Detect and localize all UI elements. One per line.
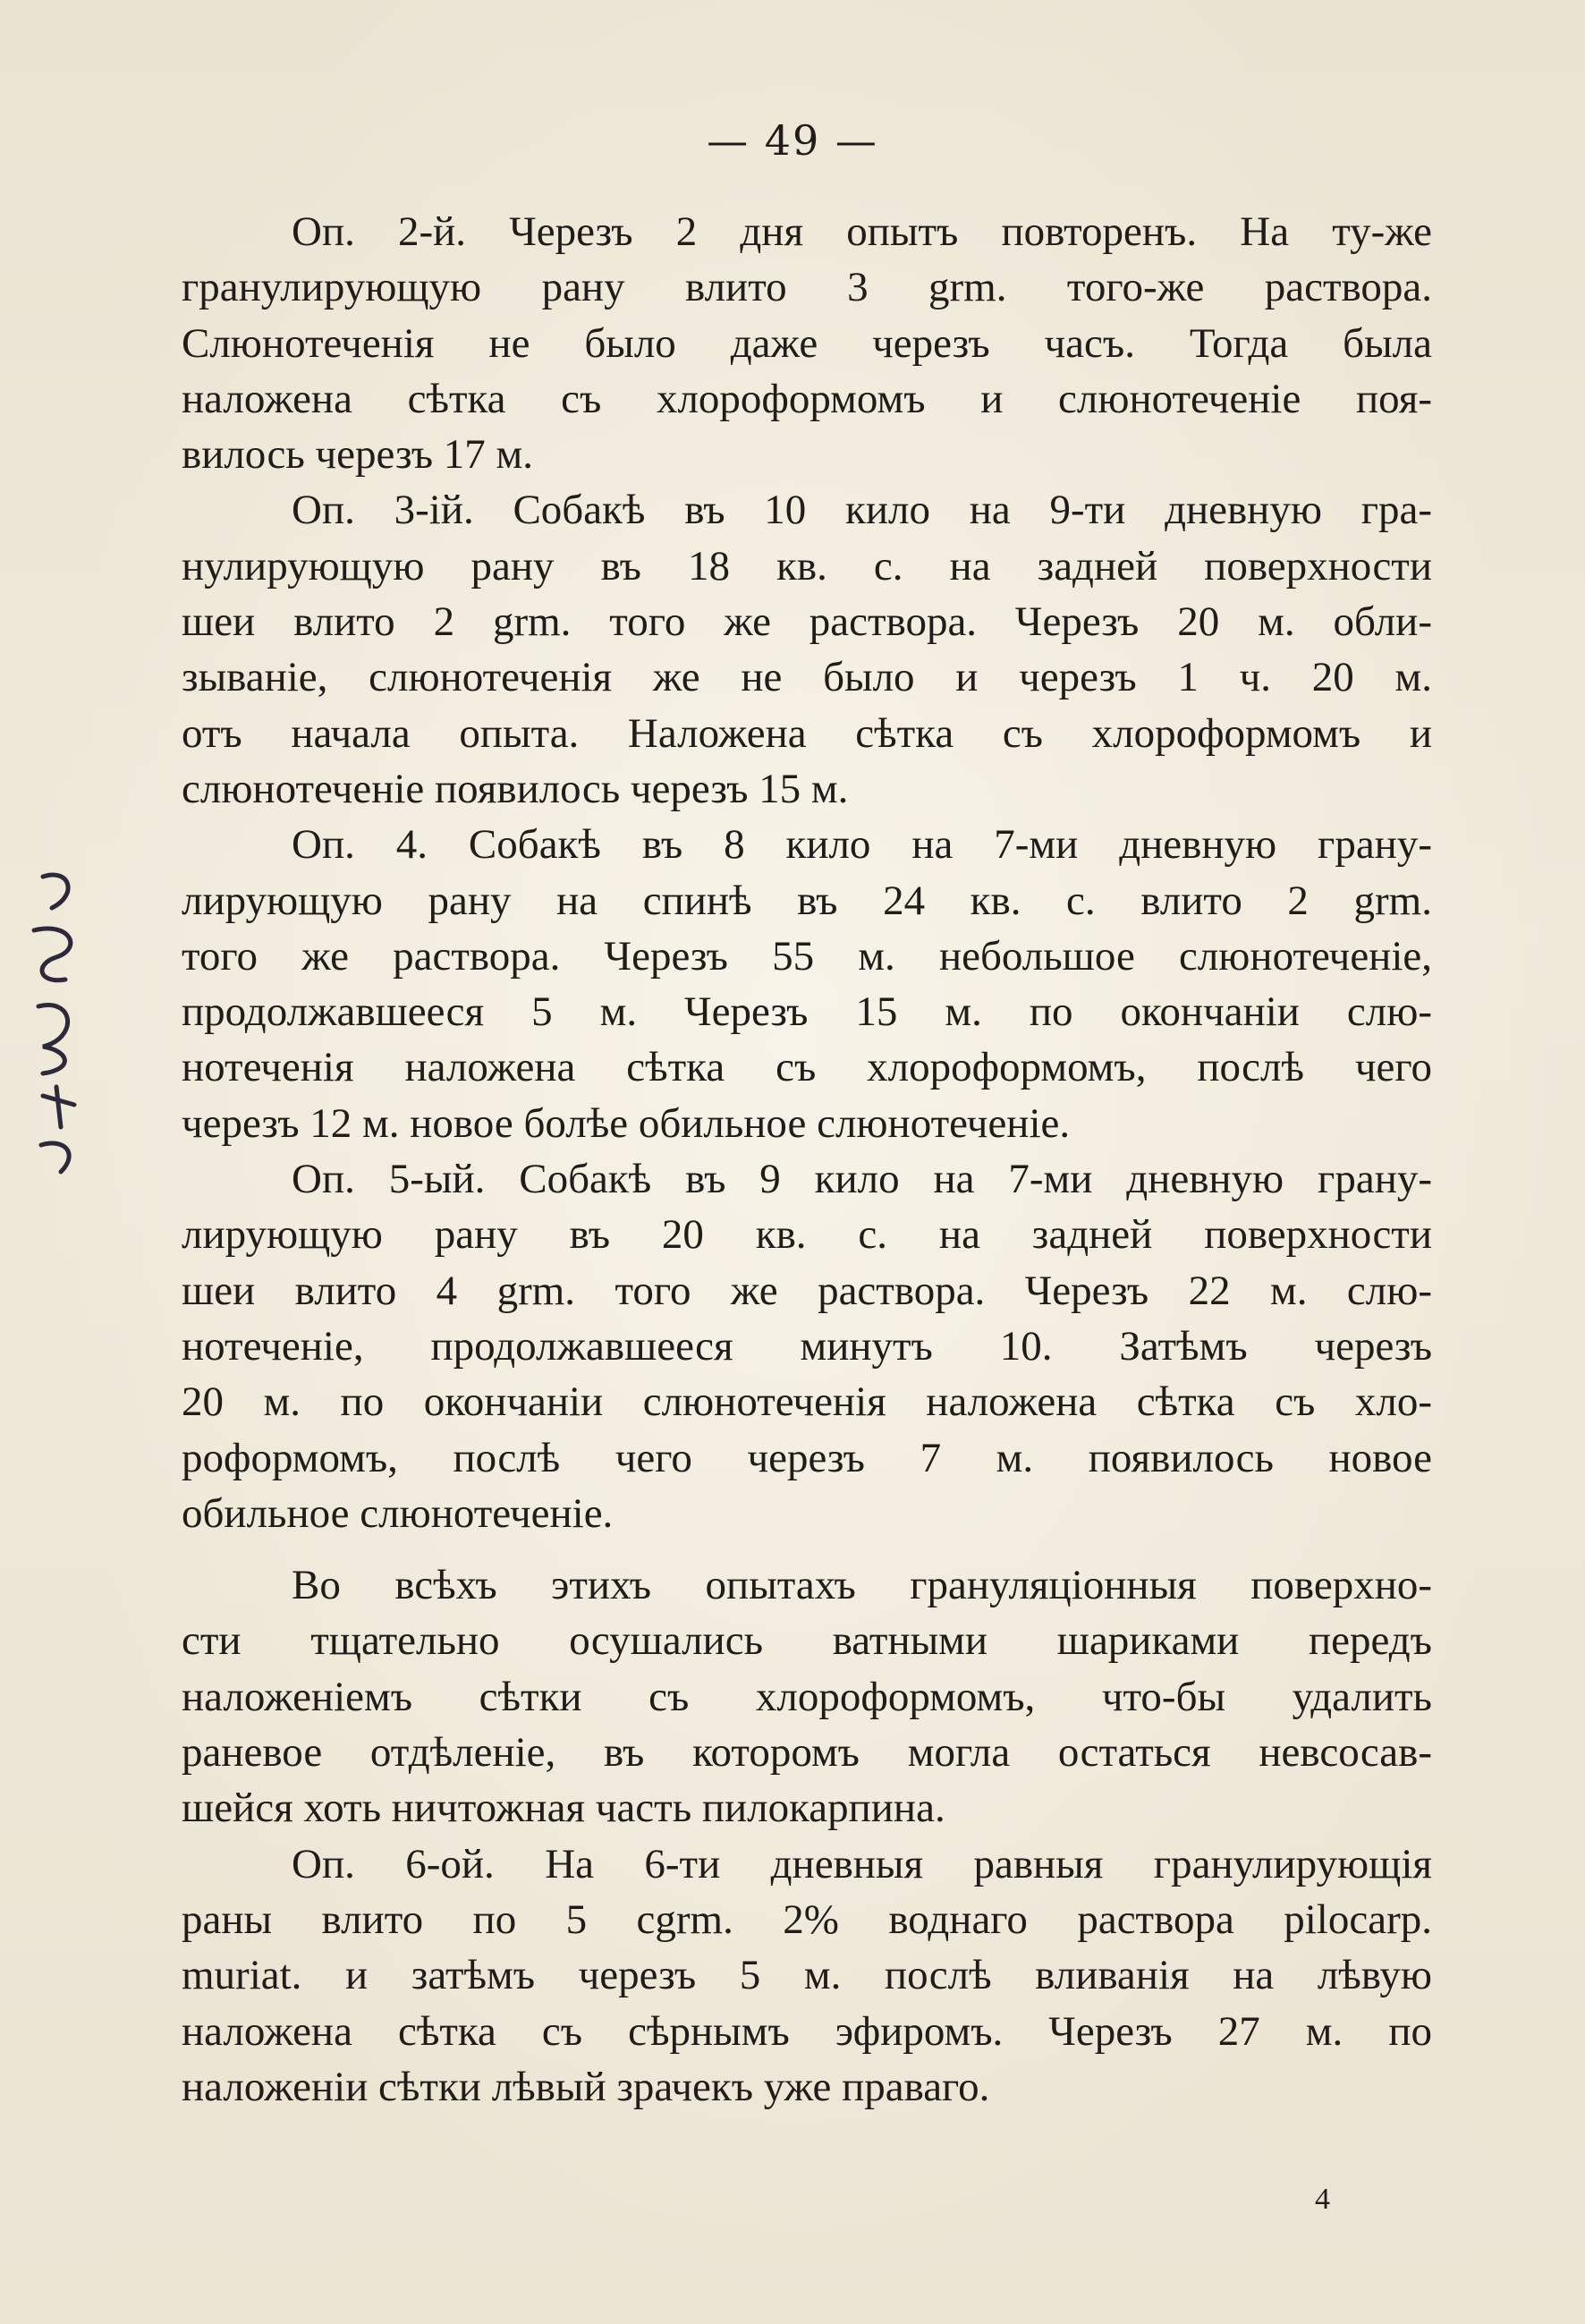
text-line: гранулирующую рану влито 3 grm. того-же раствора.	[182, 264, 1432, 311]
text-line: Во всѣхъ этихъ опытахъ грануляціонныя поверхно-	[292, 1562, 1432, 1609]
text-line: того же раствора. Черезъ 55 м. небольшое слюнотеченіе,	[182, 932, 1432, 980]
text-line: наложена сѣтка съ сѣрнымъ эфиромъ. Черезъ 27 м. по	[182, 2007, 1432, 2055]
paragraph	[182, 1151, 1432, 1541]
text-line: нулирующую рану въ 18 кв. с. на задней поверхности	[182, 542, 1432, 589]
text-line: Оп. 5-ый. Собакѣ въ 9 кило на 7-ми дневную грану-	[292, 1156, 1432, 1203]
text-line: наложеніемъ сѣтки съ хлороформомъ, что-бы удалить	[182, 1673, 1432, 1720]
text-line: зываніе, слюнотеченія же не было и черезъ 1 ч. 20 м.	[182, 654, 1432, 701]
signature-mark: 4	[1315, 2183, 1330, 2216]
text-line: шеи влито 4 grm. того же раствора. Черезъ 22 м. слю-	[182, 1267, 1432, 1314]
page-number-header: — 49 —	[707, 116, 878, 165]
paragraph	[182, 204, 1432, 482]
text-line: шейся хоть ничтожная часть пилокарпина.	[182, 1785, 945, 1832]
text-line: обильное слюнотеченіе.	[182, 1489, 614, 1537]
text-line: вилось черезъ 17 м.	[182, 431, 534, 479]
text-line: Оп. 4. Собакѣ въ 8 кило на 7-ми дневную грану-	[292, 821, 1432, 869]
text-line: отъ начала опыта. Наложена сѣтка съ хлороформомъ и	[182, 709, 1432, 757]
text-line: muriat. и затѣмъ черезъ 5 м. послѣ вливанія на лѣвую	[182, 1952, 1432, 1999]
text-line: лирующую рану на спинѣ въ 24 кв. с. влито 2 grm.	[182, 877, 1432, 924]
text-line: нотеченія наложена сѣтка съ хлороформомъ, послѣ чего	[182, 1044, 1432, 1091]
text-line: Оп. 6-ой. На 6-ти дневныя равныя гранулирующія	[292, 1840, 1432, 1887]
text-line: нотеченіе, продолжавшееся минутъ 10. Затѣмъ черезъ	[182, 1322, 1432, 1370]
paragraph-gap	[182, 1541, 1432, 1557]
text-line: сти тщательно осушались ватными шариками передъ	[182, 1617, 1432, 1665]
paragraph	[182, 817, 1432, 1151]
text-line: Оп. 2-й. Черезъ 2 дня опытъ повторенъ. На ту-же	[292, 208, 1432, 255]
text-line: 20 м. по окончаніи слюнотеченія наложена сѣтка съ хло-	[182, 1378, 1432, 1426]
text-line: слюнотеченіе появилось черезъ 15 м.	[182, 765, 849, 812]
text-line: лирующую рану въ 20 кв. с. на задней поверхности	[182, 1211, 1432, 1259]
text-line: Оп. 3-ій. Собакѣ въ 10 кило на 9-ти дневную гра-	[292, 487, 1432, 534]
paragraph	[182, 482, 1432, 817]
text-line: черезъ 12 м. новое болѣе обильное слюнотеченіе.	[182, 1099, 1071, 1147]
text-line: наложена сѣтка съ хлороформомъ и слюнотеченіе поя-	[182, 375, 1432, 422]
body-text	[182, 204, 1432, 2115]
text-line: раневое отдѣленіе, въ которомъ могла остаться невсосав-	[182, 1729, 1432, 1777]
paragraph	[182, 1557, 1432, 1836]
handwritten-margin-note	[16, 859, 97, 1181]
paragraph	[182, 1836, 1432, 2115]
text-line: роформомъ, послѣ чего черезъ 7 м. появилось новое	[182, 1434, 1432, 1481]
text-line: Слюнотеченія не было даже черезъ часъ. Тогда была	[182, 319, 1432, 367]
text-line: продолжавшееся 5 м. Черезъ 15 м. по окончаніи слю-	[182, 988, 1432, 1036]
text-line: раны влито по 5 cgrm. 2% воднаго раствора pilocarp.	[182, 1896, 1432, 1943]
text-line: шеи влито 2 grm. того же раствора. Черезъ 20 м. обли-	[182, 598, 1432, 646]
text-line: наложеніи сѣтки лѣвый зрачекъ уже праваго.	[182, 2063, 990, 2110]
